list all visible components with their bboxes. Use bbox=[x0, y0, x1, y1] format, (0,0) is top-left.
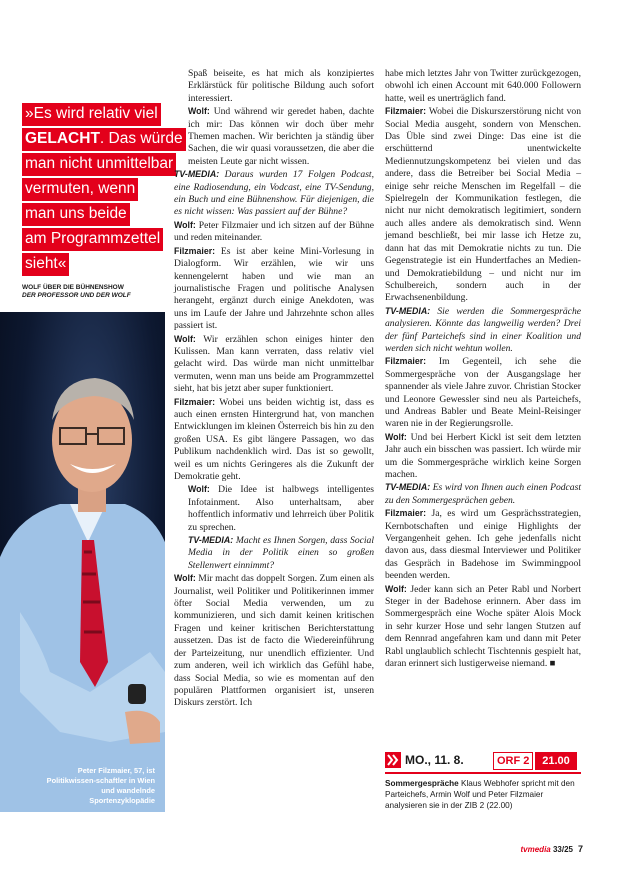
speaker-label: Wolf: bbox=[174, 333, 196, 344]
article-paragraph bbox=[174, 572, 374, 709]
article-paragraph bbox=[385, 481, 581, 507]
paragraph-text: Jeder kann sich an Peter Rabl und Norbert Steger in der Badehose erinnern. Aber dass im Sommergespräch eine Woche später Alois Mock in sehr kurzer Hose und sehr langen Stutzen auf dem Rennrad angefahren kam und dann mit Peter Rabl unglaublich schlecht Tischtennis gespielt hat, daran erinnert sich lustigerweise niemand. ■ bbox=[385, 583, 581, 670]
paragraph-text: Im Gegenteil, ich sehe die Sommergespräche von der Ausgangslage her spannender als viele Jahre zuvor. Christian Stocker und Leonore Gewessler sind neu als Parteichefs, und Andreas Babler und Beate Meinl-Reisinger waren nie in der Regierungsrolle. bbox=[385, 356, 581, 430]
pull-quote bbox=[22, 103, 183, 300]
portrait-illustration bbox=[0, 312, 165, 812]
paragraph-text: Macht es Ihnen Sorgen, dass Social Media in der Politik einen so großen Stellenwert einnimmt? bbox=[188, 535, 374, 571]
broadcast-header bbox=[385, 751, 581, 769]
speaker-label: Wolf: bbox=[174, 219, 196, 230]
pull-quote-line bbox=[22, 153, 176, 176]
speaker-label: Wolf: bbox=[188, 106, 210, 117]
pull-quote-line-wrap bbox=[22, 153, 174, 178]
paragraph-text: habe mich letztes Jahr von Twitter zurückgezogen, obwohl ich einen Account mit 640.000 Followern hatte, weil es unerträglich fand. bbox=[385, 68, 581, 104]
article-paragraph bbox=[385, 431, 581, 482]
paragraph-text: Es wird von Ihnen auch einen Podcast zu den Sommergesprächen geben. bbox=[385, 482, 581, 506]
pull-quote-text: man uns beide bbox=[25, 205, 127, 222]
article-paragraph bbox=[385, 305, 581, 356]
speaker-label: Filzmaier: bbox=[174, 396, 216, 407]
broadcast-description bbox=[385, 778, 581, 811]
page-number: 7 bbox=[577, 844, 583, 854]
article-paragraph bbox=[385, 355, 581, 430]
speaker-label: Wolf: bbox=[385, 431, 407, 442]
pull-quote-caption bbox=[22, 284, 162, 300]
article-paragraph bbox=[174, 168, 374, 219]
speaker-label: Wolf: bbox=[385, 583, 407, 594]
article-paragraph bbox=[385, 67, 581, 105]
pull-quote-emphasis: GELACHT bbox=[25, 130, 100, 147]
pull-quote-line bbox=[22, 228, 163, 251]
pull-quote-caption-line1: WOLF ÜBER DIE BÜHNENSHOW bbox=[22, 284, 124, 291]
page-footer bbox=[521, 845, 574, 854]
paragraph-text: Spaß beiseite, es hat mich als konzipiertes Erklärstück für politische Bildung auch sofort interessiert. bbox=[188, 68, 374, 104]
pull-quote-line bbox=[22, 128, 186, 151]
pull-quote-line-wrap bbox=[22, 178, 162, 203]
article-paragraph bbox=[174, 67, 374, 105]
brand-logo: tvmedia bbox=[520, 845, 551, 854]
speaker-label: TV-MEDIA: bbox=[188, 535, 234, 546]
paragraph-text: Wobei die Diskurszerstörung nicht von Social Media ausgeht, sondern von Menschen. Das Üble sind zwei Dinge: Das eine ist die erschütternd unentwickelte Mediennutzungskompetenz bei vielen und das andere, dass die Betreiber bei Social Media – einige sehr reiche Menschen im Regelfall – die Spielregeln der Kommunikation festlegen, die nicht nur nicht demokratisch legitimiert, sondern auch alles andere als demokratisch sind. Wenn jemand beschließt, bei mir lasse ich Hetze zu, dann hat das mit Demokratie nichts zu tun. Die Gegenstrategie ist ein Hundertfaches an Medien- und Demokratiebildung – und nicht nur im Schulbereich, sondern auch in der Erwachsenenbildung. bbox=[385, 106, 581, 304]
broadcast-divider bbox=[385, 772, 581, 774]
paragraph-text: Daraus wurden 17 Folgen Podcast, eine Radiosendung, ein Vodcast, eine TV-Sendung, ein Buch und eine Bühnenshow. Für diejenigen, die es nicht wissen: Was passiert auf der Bühne? bbox=[174, 169, 374, 218]
paragraph-text: Sie werden die Sommergespräche analysieren. Könnte das langweilig werden? Drei der fünf Parteichefs sind in einer Koalition und werden sich nicht wehtun wollen. bbox=[385, 305, 581, 354]
speaker-label: Wolf: bbox=[188, 484, 210, 495]
speaker-label: TV-MEDIA: bbox=[174, 169, 220, 180]
article-column-middle bbox=[174, 67, 374, 710]
issue-number: 33/25 bbox=[552, 845, 573, 854]
speaker-label: TV-MEDIA: bbox=[385, 305, 431, 316]
pull-quote-text: sieht« bbox=[25, 255, 67, 272]
pull-quote-line-wrap bbox=[22, 203, 162, 228]
pull-quote-text: »Es wird relativ viel bbox=[25, 105, 158, 122]
pull-quote-caption-line2: DER PROFESSOR UND DER WOLF bbox=[22, 292, 131, 299]
pull-quote-lines bbox=[22, 103, 183, 278]
pull-quote-text: man nicht unmittelbar bbox=[25, 155, 174, 172]
speaker-label: Wolf: bbox=[174, 573, 196, 584]
broadcast-text: Klaus Webhofer spricht mit den Parteichefs, Armin Wolf und Peter Filzmaier analysieren sie in der ZIB 2 (22.00) bbox=[385, 779, 575, 810]
pull-quote-text: vermuten, wenn bbox=[25, 180, 136, 197]
speaker-label: Filzmaier: bbox=[385, 508, 427, 519]
speaker-label: TV-MEDIA: bbox=[385, 482, 431, 493]
article-paragraph bbox=[174, 219, 374, 245]
broadcast-day: MO., 11. 8. bbox=[405, 753, 464, 767]
speaker-label: Filzmaier: bbox=[385, 356, 427, 367]
paragraph-text: Wobei uns beiden wichtig ist, dass es auch einen ernsten Hintergrund hat, von manchen Entwicklungen im kleinen Österreich bis hin zu den großen USA. Es gibt längere Passagen, wo das Publikum nachdenklich wird. Das ist so gewollt, weil es um nichts Geringeres als die Zukunft der Demokratie geht. bbox=[174, 396, 374, 482]
pull-quote-text: am Programmzettel bbox=[25, 230, 161, 247]
article-paragraph bbox=[174, 245, 374, 333]
pull-quote-line bbox=[22, 178, 138, 201]
article-paragraph bbox=[385, 583, 581, 671]
article-paragraph bbox=[385, 105, 581, 305]
pull-quote-line-wrap bbox=[22, 253, 162, 278]
pull-quote-line-wrap bbox=[22, 103, 162, 128]
paragraph-text: Und bei Herbert Kickl ist seit dem letzten Jahr auch ein bisschen was passiert. Ich würde mir um die Sommergespräche wirklich keine Sorgen machen. bbox=[385, 431, 581, 480]
photo-caption: Peter Filzmaier, 57, ist Politikwissen-schaftler in Wien und wandelnde Sportenzyklopädie bbox=[46, 766, 155, 805]
article-paragraph bbox=[174, 396, 374, 484]
paragraph-text: Wir erzählen schon einiges hinter den Kulissen. Man kann verraten, dass relativ viel gelacht wird. Das würde man nicht unmittelbar vermuten, wenn man uns beide am Programmzettel sieht, hat bis jetzt aber super funktioniert. bbox=[174, 333, 374, 395]
article-paragraph bbox=[174, 105, 374, 168]
speaker-label: Filzmaier: bbox=[385, 106, 427, 117]
pull-quote-line bbox=[22, 253, 69, 276]
broadcast-time: 21.00 bbox=[535, 752, 577, 770]
broadcast-title: Sommergespräche bbox=[385, 779, 459, 788]
double-chevron-icon bbox=[385, 752, 401, 768]
portrait-photo bbox=[0, 312, 165, 812]
pull-quote-text: . Das würde bbox=[99, 130, 183, 147]
paragraph-text: Ja, es wird um Gesprächsstrategien, Kernbotschaften und einige Highlights der Vergangenheit gehen. Ich gehe jedenfalls nicht davon aus, dass diesmal Interviewer und Politiker das Gespräch in Badehose im Swimmingpool beenden werden. bbox=[385, 508, 581, 582]
article-column-right bbox=[385, 67, 581, 671]
paragraph-text: Und während wir geredet haben, dachte ich mir: Das können wir doch über mehr Themen machen. Wir berichten ja ständig über Sachen, die wir quasi voraussetzen, die aber die meisten Leute gar nicht wissen. bbox=[188, 106, 374, 167]
pull-quote-line bbox=[22, 103, 161, 126]
paragraph-text: Peter Filzmaier und ich sitzen auf der Bühne und reden miteinander. bbox=[174, 219, 374, 244]
article-paragraph bbox=[174, 333, 374, 396]
speaker-label: Filzmaier: bbox=[174, 245, 216, 256]
pull-quote-line-wrap bbox=[22, 228, 162, 253]
pull-quote-line bbox=[22, 203, 130, 226]
pull-quote-line-wrap bbox=[22, 128, 183, 153]
paragraph-text: Es ist aber keine Mini-Vorlesung in Dialogform. Wir erzählen, wie wir uns kennengelernt haben und wie man an journalistische Fragen und politische Analysen herangeht, ergänzt durch einige Anekdoten, was uns im Laufe der Jahre und Jahrzehnte schon alles passiert ist. bbox=[174, 245, 374, 332]
article-paragraph bbox=[385, 507, 581, 582]
broadcast-info bbox=[385, 751, 581, 811]
paragraph-text: Mir macht das doppelt Sorgen. Zum einen als Journalist, weil Politiker und Politikerinnen immer öfter Social Media verwenden, um zu kommunizieren, und sich damit keinen kritischen Fragen und keiner kritischen Berichterstattung aussetzen. Das ist de facto die Wiedereinführung der Parteizeitung, nur unendlich effizienter. Und zum anderen, weil ich wirklich das Gefühl habe, dass Social Media, so wie es momentan auf den populären Plattformen organisiert ist, unseren Diskurs zerstört. Ich bbox=[174, 573, 374, 709]
paragraph-text: Die Idee ist halbwegs intelligentes Infotainment. Also unterhaltsam, aber hoffentlich informativ und lehrreich über Politik zu sprechen. bbox=[188, 484, 374, 533]
broadcast-channel: ORF 2 bbox=[493, 752, 533, 770]
article-paragraph bbox=[174, 534, 374, 572]
article-paragraph bbox=[174, 483, 374, 534]
